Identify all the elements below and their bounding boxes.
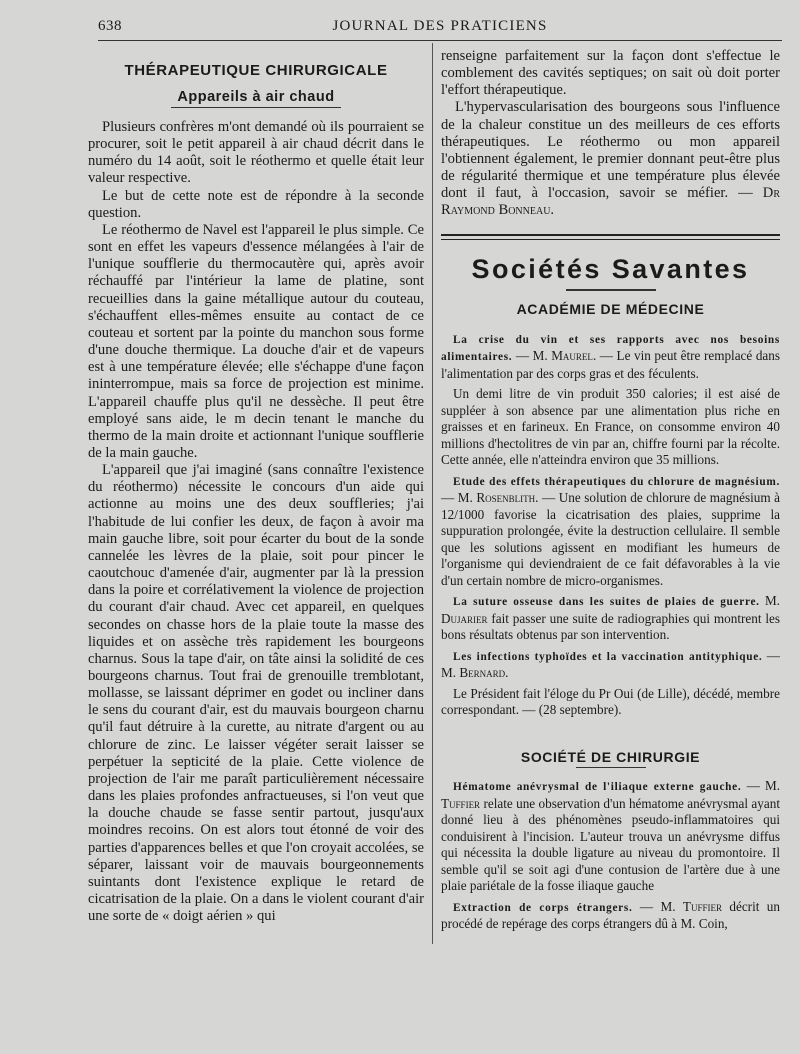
report-item bbox=[441, 686, 780, 719]
report-text: décrit un procédé de repérage des corps étrangers dû à M. Coin, bbox=[441, 898, 780, 932]
section-title: THÉRAPEUTIQUE CHIRURGICALE bbox=[124, 62, 388, 79]
report-item bbox=[441, 331, 780, 383]
report-author: Tuffier bbox=[682, 898, 722, 914]
paragraph: Le but de cette note est de répondre à la seconde question. bbox=[88, 187, 424, 221]
report-item bbox=[441, 899, 780, 933]
article-subtitle-text: Appareils à air chaud bbox=[171, 89, 340, 108]
report-sep: — M. bbox=[512, 348, 552, 364]
report-item bbox=[441, 386, 780, 469]
report-text: fait passer une suite de radiographies qui montrent les bons résultats obtenus par son intervention. bbox=[441, 610, 780, 643]
page-header bbox=[98, 16, 782, 38]
report-item bbox=[441, 473, 780, 590]
report-sep: — M. bbox=[441, 490, 477, 506]
article-body bbox=[88, 119, 424, 925]
report-lead: Les infections typhoïdes et la vaccination antityphique. bbox=[453, 650, 763, 663]
report-lead: La crise du vin et ses rapports avec nos besoins alimentaires. bbox=[441, 333, 780, 364]
report-lead: Extraction de corps étrangers. bbox=[453, 901, 633, 914]
report-text: Un demi litre de vin produit 350 calories; il est aisé de suppléer à son absence par une alimentation plus riche en graisses et en farineux. En France, on consomme environ 40 millions d'hectolitres de vin par an, chiffre fourni par la récolte. Cette année, elle n'atteindra environ que 35 millions. bbox=[441, 386, 780, 468]
paragraph-text: L'hypervascularisation des bourgeons sous l'influence de la chaleur constitue un des meilleurs de ces efforts thérapeutiques. Le réothermo ou mon appareil l'obtiennent également, le premier donnant peut-être plus de régularité thermique et une température plus élevée dont il faut, à l'occasion, savoir se méfier. — bbox=[441, 99, 780, 202]
report-author: Bernard bbox=[459, 665, 506, 681]
paragraph: Le réothermo de Navel est l'appareil le plus simple. Ce sont en effet les vapeurs d'essence mélangées à l'air de l'unique soufflerie du thermocautère qui, après avoir réchauffé par l'intérieur la lame de platine, sont recueillies dans la gaine métallique autour du couteau, s'échauffent elles-mêmes ensuite au contact de ce couteau et sortent par la pointe du manchon sous forme d'une douche thermique. La douche d'air et de vapeurs est à une température élevée; elle s'échappe d'une façon ininterrompue, mais sa force de projection est minime. L'appareil chauffe plus qu'il ne dessèche. Il peut être employé sans aide, le m decin tenant le manche du thermo de la main droite et actionnant l'unique soufflerie de la main gauche. bbox=[88, 221, 424, 461]
double-rule bbox=[441, 234, 780, 240]
report-text: . bbox=[505, 665, 509, 681]
report-lead: La suture osseuse dans les suites de plaies de guerre. bbox=[453, 596, 760, 609]
societes-title: Sociétés Savantes bbox=[471, 253, 750, 284]
article-subtitle bbox=[88, 89, 424, 105]
header-rule bbox=[98, 40, 782, 41]
article-continuation bbox=[441, 48, 780, 220]
report-author: Dujarier bbox=[441, 610, 488, 626]
report-text: Le Président fait l'éloge du Pr Oui (de Lille), décédé, membre correspondant. — (28 septembre). bbox=[441, 685, 780, 718]
report-lead: Etude des effets thérapeutiques du chlorure de magnésium. bbox=[453, 475, 780, 488]
report-item bbox=[441, 593, 780, 644]
paragraph bbox=[441, 99, 780, 219]
title-rule bbox=[576, 767, 646, 768]
paragraph: Plusieurs confrères m'ont demandé où ils pourraient se procurer, soit le petit appareil à air chaud décrit dans le numéro du 14 août, soit le réothermo et quelle était leur valeur respective. bbox=[88, 119, 424, 187]
paragraph: L'appareil que j'ai imaginé (sans connaître l'existence du réothermo) nécessite le concours d'un aide qui actionne au moins une des deux souffleries; j'ai l'habitude de lui confier les deux, de façon à avoir ma main gauche libre, soit pour écarter du bout de la sonde cannelée les lèvres de la plaie, soit pour pincer le caoutchouc d'amenée d'air, augmenter par là la pression dans la poire et corrélativement la violence de projection du courant d'air chaud. Avec cet appareil, en quelques secondes on chasse hors de la plaie toute la masse des liquides et on assèche très rapidement les bourgeons charnus. Sous la tape d'air, on tâte ainsi la solidité de ces bourgeons charnus. Tout frai de grenouille tremblotant, mollasse, se laissant déprimer en godet ou incliner dans le sens du courant d'air, est du mauvais bourgeon charnu qu'il faut détruire à la curette, au nitrate d'argent ou au chlorure de zinc. Le laisser végéter serait laisser se perpétuer la septicité de la plaie. Cette violence de projection de l'air me paraît particulièrement nécessaire dans les plaies profondes anfractueuses, si l'on veut que la douche chaude se fasse sentir partout, jusqu'aux moindres recoins. On est alors tout étonné de voir des parties d'apparences belles et que l'on croyait accolées, se séparer, laissant voir de mauvais bourgeonnements suintants dont l'existence explique le retard de cicatrisation de la plaie. On a dans le violent courant d'air une sorte de « doigt aérien » qui bbox=[88, 462, 424, 925]
title-rule bbox=[566, 289, 656, 291]
report-text: . — Une solution de chlorure de magnésium à 12/1000 favorise la cicatrisation des plaies, supprime la suppuration prolongée, évite la destruction cellulaire. Il semble que les solutions agissent en modifiant les humeurs de l'organisme qui deviendraient de ce fait défavorables à la vie d'un certain nombre de micro-organismes. bbox=[441, 490, 780, 588]
academie-title: ACADÉMIE DE MÉDECINE bbox=[516, 300, 705, 317]
report-sep: M. bbox=[759, 593, 780, 609]
page-number: 638 bbox=[98, 18, 122, 34]
report-item bbox=[441, 778, 780, 895]
report-sep: — M. bbox=[632, 898, 683, 914]
academie-reports bbox=[441, 331, 780, 933]
report-item bbox=[441, 648, 780, 682]
report-author: Rosenblith bbox=[476, 490, 536, 506]
report-author: Tuffier bbox=[441, 795, 481, 811]
column-divider bbox=[432, 43, 433, 944]
report-text: relate une observation d'un hématome anévrysmal ayant donné lieu à des phénomènes pseudo-inflammatoires qui conduisirent à l'incision. L'auteur trouva un anévrysme diffus qui nécessita la double ligature au niveau du promontoire. Il semble qu'il se soit agi d'une contusion de l'artère due à une plaie pariétale de la fosse iliaque gauche bbox=[441, 795, 780, 894]
paragraph: renseigne parfaitement sur la façon dont s'effectue le comblement des cavités septiques; on sait où doit porter l'effort thérapeutique. bbox=[441, 48, 780, 99]
right-column bbox=[441, 48, 780, 933]
signature: Dr Raymond Bonneau. bbox=[441, 185, 780, 219]
report-lead: Hématome anévrysmal de l'iliaque externe gauche. bbox=[453, 781, 742, 794]
journal-title: JOURNAL DES PRATICIENS bbox=[332, 18, 548, 34]
report-sep: — M. bbox=[741, 778, 780, 794]
report-author: Maurel bbox=[551, 348, 593, 364]
report-sep: — M. bbox=[441, 647, 780, 681]
left-column bbox=[88, 48, 424, 925]
report-text: . — Le vin peut être remplacé dans l'alimentation par des corps gras et des féculents. bbox=[441, 348, 780, 381]
chirurgie-title: SOCIÉTÉ DE CHIRURGIE bbox=[520, 748, 701, 765]
